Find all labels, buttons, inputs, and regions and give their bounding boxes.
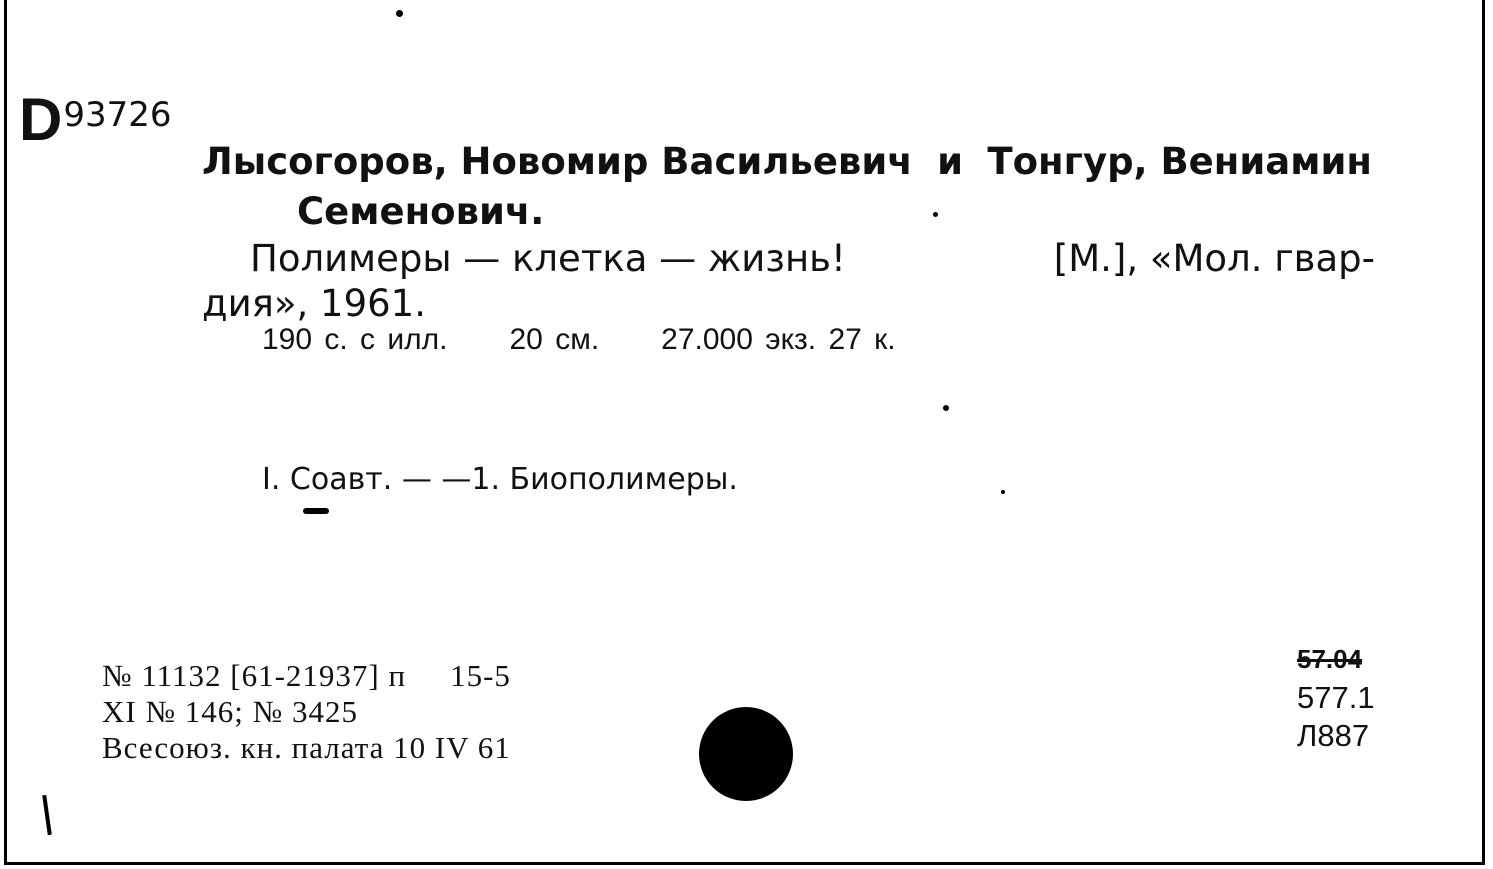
call-number bbox=[19, 86, 172, 153]
speck-mark bbox=[933, 212, 938, 217]
registration-line-1 bbox=[102, 660, 511, 691]
imprint-end: дия», 1961. bbox=[202, 282, 426, 325]
speck-mark bbox=[303, 508, 329, 514]
classification-old-code: 57.04 bbox=[1297, 644, 1363, 674]
registration-line-3: Всесоюз. кн. палата 10 IV 61 bbox=[102, 730, 511, 765]
registration-number: № 11132 [61-21937] п bbox=[102, 658, 407, 693]
author-secondary-patronymic: Семенович. bbox=[297, 190, 545, 233]
edge-mark bbox=[42, 795, 52, 835]
classification-code: 577.1 bbox=[1297, 680, 1375, 715]
author-heading bbox=[202, 140, 1372, 183]
book-title: Полимеры — клетка — жизнь! bbox=[250, 237, 846, 280]
collation-pages: 190 с. с илл. bbox=[262, 323, 448, 356]
collation-copies-price: 27.000 экз. 27 к. bbox=[661, 323, 896, 356]
imprint-start: [М.], «Мол. гвар- bbox=[1053, 237, 1375, 280]
author-mark: Л887 bbox=[1297, 718, 1370, 753]
punch-hole bbox=[699, 707, 793, 801]
author-primary: Лысогоров, Новомир Васильевич bbox=[202, 140, 913, 183]
speck-mark bbox=[1001, 490, 1005, 494]
author-conjunction: и bbox=[937, 140, 963, 183]
title-line bbox=[250, 237, 1375, 280]
collation bbox=[262, 325, 896, 355]
speck-mark bbox=[943, 405, 949, 411]
registration-code: 15-5 bbox=[450, 658, 511, 693]
speck-mark bbox=[396, 10, 403, 17]
catalog-card bbox=[4, 0, 1485, 865]
call-number-letter: D bbox=[19, 86, 64, 153]
call-number-handwritten: 93726 bbox=[63, 95, 172, 135]
author-secondary: Тонгур, Вениамин bbox=[987, 140, 1372, 183]
registration-line-2: XI № 146; № 3425 bbox=[102, 694, 358, 729]
tracings: I. Соавт. — —1. Биополимеры. bbox=[262, 462, 738, 497]
collation-size: 20 см. bbox=[509, 323, 600, 356]
